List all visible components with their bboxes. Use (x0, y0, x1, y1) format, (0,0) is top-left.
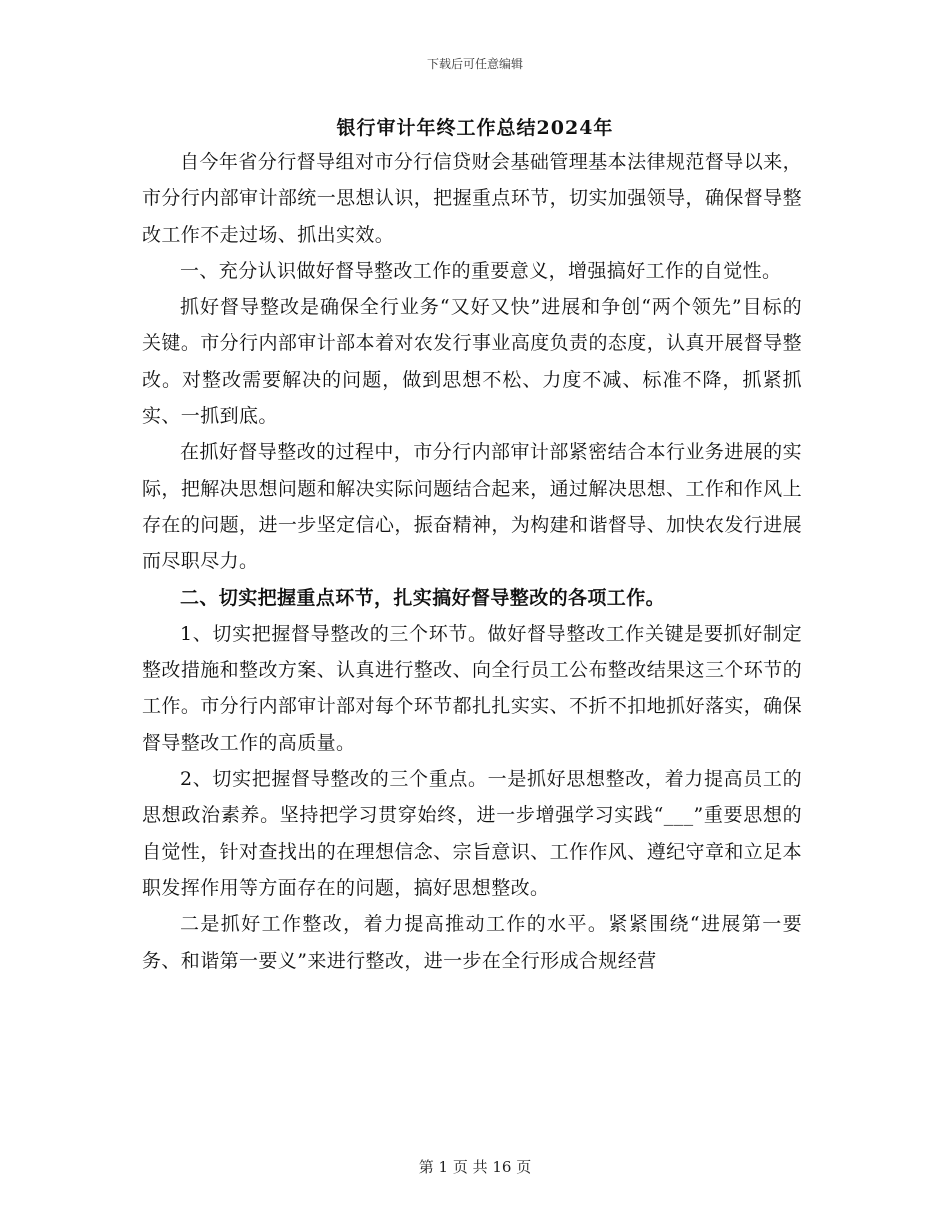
page-number: 第 1 页 共 16 页 (418, 1158, 532, 1176)
paragraph-key-importance: 抓好督导整改是确保全行业务“又好又快”进展和争创“两个领先”目标的关键。市分行内部审计部本着对农发行事业高度负责的态度，认真开展督导整改。对整改需要解决的问题，做到思想不松、力度不减、标准不降，抓紧抓实、一抓到底。 (142, 296, 802, 428)
download-note: 下载后可任意编辑 (426, 57, 523, 71)
paragraph-section-1-heading: 一、充分认识做好督导整改工作的重要意义，增强搞好工作的自觉性。 (180, 259, 782, 282)
paragraph-work-rectification: 二是抓好工作整改，着力提高推动工作的水平。紧紧围绕“进展第一要务、和谐第一要义”来进行整改，进一步在全行形成合规经营 (142, 913, 802, 972)
paragraph-section-2-heading: 二、切实把握重点环节，扎实搞好督导整改的各项工作。 (180, 586, 666, 609)
paragraph-process: 在抓好督导整改的过程中，市分行内部审计部紧密结合本行业务进展的实际，把解决思想问题和解决实际问题结合起来，通过解决思想、工作和作风上存在的问题，进一步坚定信心，振奋精神，为构建和谐督导、加快农发行进展而尽职尽力。 (142, 441, 802, 573)
document-title: 银行审计年终工作总结2024年 (336, 117, 614, 139)
document-body (142, 144, 802, 979)
paragraph-three-focuses: 2、切实把握督导整改的三个重点。一是抓好思想整改，着力提高员工的思想政治素养。坚持把学习贯穿始终，进一步增强学习实践“___”重要思想的自觉性，针对查找出的在理想信念、宗旨意识、工作作风、遵纪守章和立足本职发挥作用等方面存在的问题，搞好思想整改。 (142, 768, 802, 899)
paragraph-three-links: 1、切实把握督导整改的三个环节。做好督导整改工作关键是要抓好制定整改措施和整改方案、认真进行整改、向全行员工公布整改结果这三个环节的工作。市分行内部审计部对每个环节都扎扎实实、不折不扣地抓好落实，确保督导整改工作的高质量。 (142, 622, 802, 754)
paragraph-intro: 自今年省分行督导组对市分行信贷财会基础管理基本法律规范督导以来，市分行内部审计部统一思想认识，把握重点环节，切实加强领导，确保督导整改工作不走过场、抓出实效。 (142, 151, 802, 246)
